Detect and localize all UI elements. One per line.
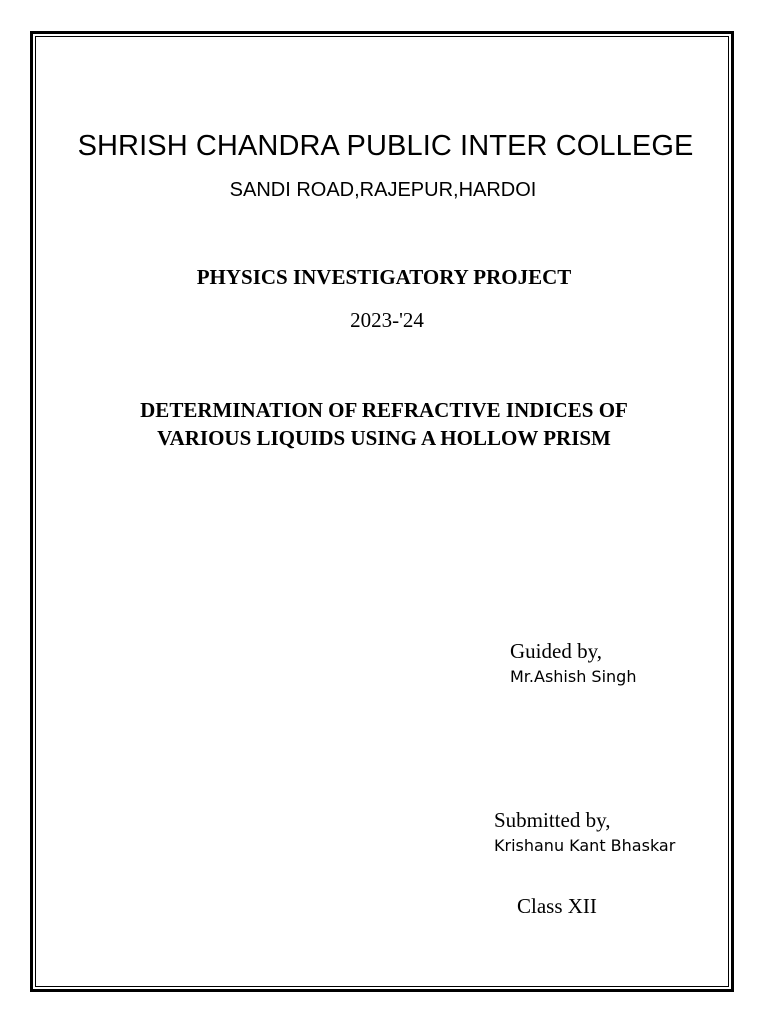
project-title-line-1: DETERMINATION OF REFRACTIVE INDICES OF — [140, 398, 628, 422]
college-name: SHRISH CHANDRA PUBLIC INTER COLLEGE — [77, 130, 694, 162]
student-name: Krishanu Kant Bhaskar — [494, 836, 676, 855]
guided-by-label: Guided by, — [510, 639, 602, 663]
project-title — [0, 396, 768, 452]
project-heading: PHYSICS INVESTIGATORY PROJECT — [196, 265, 572, 289]
project-title-line-2: VARIOUS LIQUIDS USING A HOLLOW PRISM — [157, 426, 611, 450]
academic-session: 2023-'24 — [350, 308, 424, 332]
class-label: Class XII — [517, 894, 597, 918]
submitted-by-label: Submitted by, — [494, 808, 611, 832]
guide-name: Mr.Ashish Singh — [510, 667, 637, 686]
college-address: SANDI ROAD,RAJEPUR,HARDOI — [229, 179, 537, 201]
